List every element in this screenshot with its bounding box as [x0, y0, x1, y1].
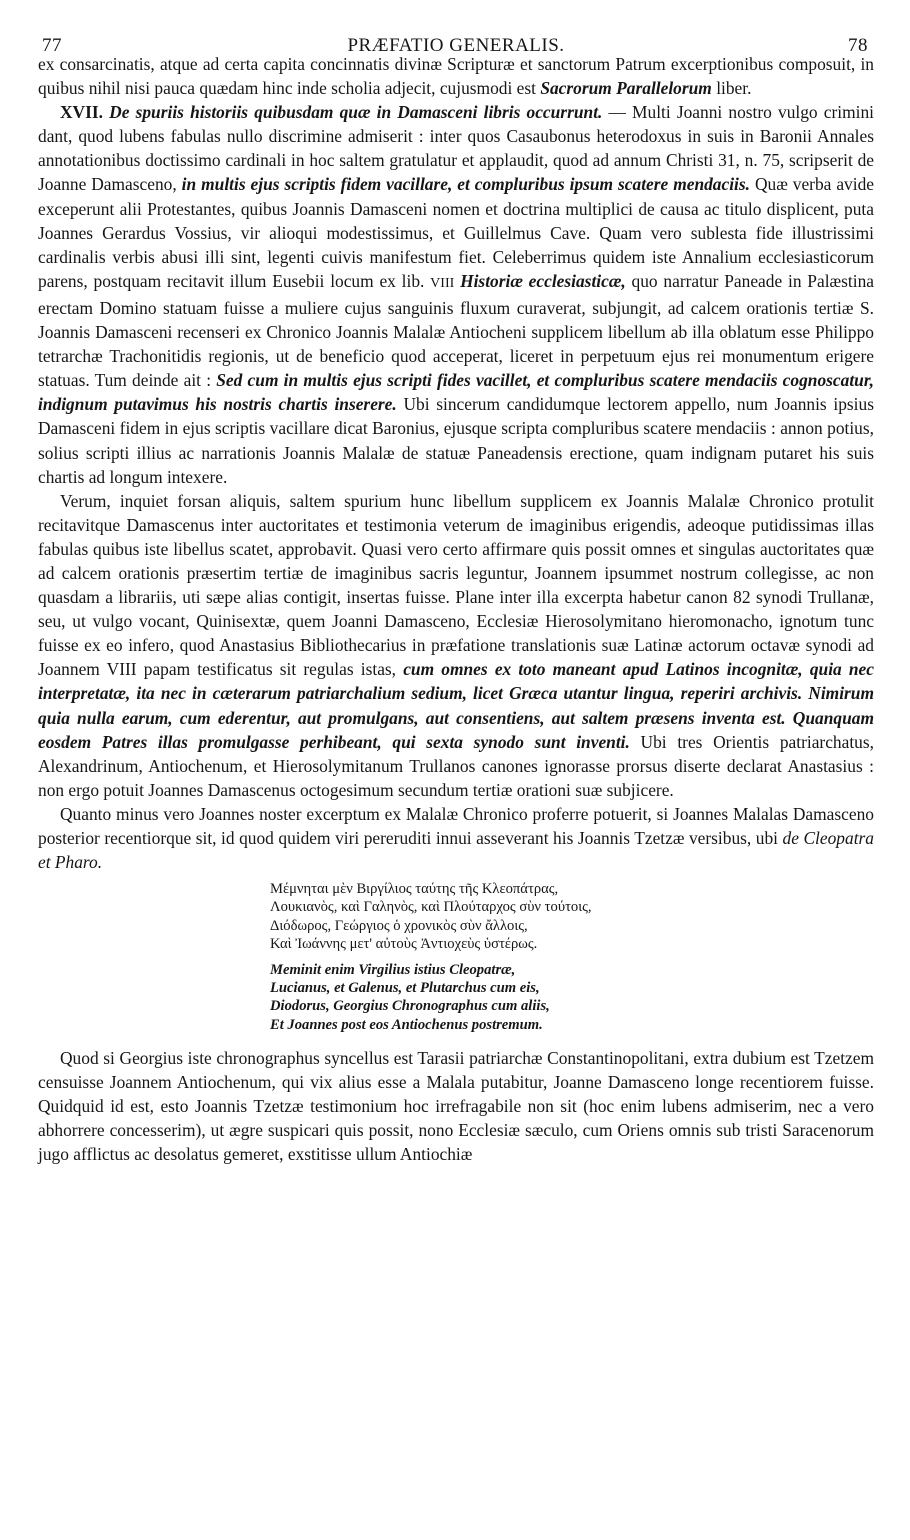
quotation: Sed cum in multis ejus scripti fides vacillet, et compluribus scatere mendaciis cognoscatur, indignum putavimus his nostris chartis inserere.	[38, 370, 874, 415]
verse-line: Διόδωρος, Γεώργιος ὁ χρονικὸς σὺν ἄλλοις,	[270, 917, 528, 934]
quotation: cum omnes ex toto maneant apud Latinos incognitæ, quia nec interpretatæ, ita nec in cæterarum patriarchalium sedium, licet Græca utantur lingua, reperiri archivis. Nimirum quia nulla earum, cum ederentur, aut promulgans, aut consentiens, aut saltem præsens inventa est. Quanquam eosdem Patres illas promulgasse perhibeant, qui sexta synodo sunt inventi.	[38, 659, 874, 752]
quotation: in multis ejus scriptis fidem vacillare, et compluribus ipsum scatere mendaciis.	[181, 174, 751, 195]
text-run: Ubi tres Orientis patriarchatus, Alexandrinum, Antiochenum, et Hierosolymitanum Trullanos canones ignorasse prorsus diserte declarat Anastasius : non ergo potuit Joannes Damascenus octogesimum secundum tertiæ orationi suæ subjicere.	[38, 731, 874, 800]
page-number-right: 78	[848, 35, 868, 56]
work-title: Historiæ ecclesiasticæ,	[460, 270, 626, 291]
text-run: Verum, inquiet forsan aliquis, saltem spurium hunc libellum supplicem ex Joannis Malalæ Chronico protulit recitavitque Damascenus inter auctoritates et testimonia veterum de imaginibus erigendis, adeoque putidissimas illas fabulas quibus iste libellus scatet, approbavit. Quasi vero certo affirmare quis possit omnes et singulas auctoritates quæ ad calcem orationis præsertim tertiæ de imaginibus sacris leguntur, Joannem ipsummet nostrum collegisse, ac non quasdam a librariis, uti sæpe alias contigit, insertas fuisse. Plane inter illa excerpta habetur canon 82 synodi Trullanæ, seu, ut vulgo vocant, Quinisextæ, quem Joanni Damasceno, Ecclesiæ Hierosolymitano hieromonacho, ignotum tunc fuisse ex eo infero, quod Anastasius Bibliothecarius in præfatione translationis suæ Latinæ actorum octavæ synodi ad Joannem VIII papam testificatus sit regulas istas,	[38, 490, 874, 680]
page-header	[38, 34, 874, 60]
quotation: de Cleopatra et Pharo.	[38, 828, 874, 873]
paragraph-verum	[38, 489, 874, 802]
text-run: Quod si Georgius iste chronographus syncellus est Tarasii patriarchæ Constantinopolitani, extra dubium est Tzetzem censuisse Joannem Antiochenum, qui vix alius esse a Malala putabitur, Joanne Damasceno longe recentiorem fuisse. Quidquid id est, esto Joannis Tzetzæ testimonium hoc irrefragabile non sit (hoc enim lubens admiserim, nec a vero abhorrere concesserim), ut ægre suspicari quis possit, nono Ecclesiæ sæculo, cum Oriens omnis sub tristi Saracenorum jugo afflictus ac desolatus gemeret, exstitisse ullum Antiochiæ	[38, 1047, 874, 1165]
verse-line: Et Joannes post eos Antiochenus postremum.	[270, 1016, 543, 1033]
text-run: liber.	[711, 78, 752, 99]
verse-line: Meminit enim Virgilius istius Cleopatræ,	[270, 962, 516, 978]
paragraph-quod-si	[38, 1046, 874, 1166]
body-text	[38, 52, 874, 1166]
verse-line: Lucianus, et Galenus, et Plutarchus cum eis,	[270, 980, 540, 997]
latin-verse	[270, 961, 874, 1034]
text-run: ex consarcinatis, atque ad certa capita concinnatis divinæ Scripturæ et sanctorum Patrum excerptionibus composuit, in quibus nihil nisi pauca quædam hinc inde scholia adjecit, cujusmodi est	[38, 54, 874, 99]
verse-line: Λουκιανὸς, καὶ Γαληνὸς, καὶ Πλούταρχος σὺν τούτοις,	[270, 899, 592, 916]
text-run: Quæ verba avide exceperunt alii Protestantes, quibus Joannis Damasceni nomen et doctrina multiplici de causa ac titulo displicent, puta Joannes Gerardus Vossius, vir alioqui modestissimus, et Guillelmus Cave. Quam vero sublesta fide illustrissimi cardinalis verbis abusi illi sint, legenti cuivis manifestum fiet. Celeberrimus quidem iste Annalium ecclesiasticorum parens, postquam recitavit illum Eusebii locum ex lib.	[38, 174, 874, 291]
section-heading: De spuriis historiis quibusdam quæ in Damasceni libris occurrunt.	[109, 102, 603, 123]
verse-line: Diodorus, Georgius Chronographus cum aliis,	[270, 998, 550, 1015]
book-number: VIII	[430, 275, 455, 291]
greek-verse	[270, 880, 874, 953]
text-run: quo narratur Paneade in Palæstina erectam Domino statuam fuisse a muliere cujus sanguinis fluxum curaverat, subjungit, ad calcem orationis tertiæ S. Joannis Damasceni recenseri ex Chronico Joannis Malalæ Antiocheni supplicem libellum ab illa oblatum esse Philippo tetrarchæ Trachonitidis regionis, ut de beneficio quod acceperat, liceret in perpetuum ejus rei monumentum erigere statuas. Tum deinde ait :	[38, 270, 874, 391]
verse-line: Μέμνηται μὲν Βιργίλιος ταύτης τῆς Κλεοπάτρας,	[270, 881, 559, 898]
text-run: Quanto minus vero Joannes noster excerptum ex Malalæ Chronico proferre potuerit, si Joannes Malalas Damasceno posterior recentiorque sit, id quod quidem viri pereruditi innui asseverant his Joannis Tzetzæ versibus, ubi	[38, 803, 874, 848]
text-run: — Multi Joanni nostro vulgo crimini dant, quod lubens fabulas nullo discrimine admiserit : inter quos Casaubonus heterodoxus in suis in Baronii Annales annotationibus doctissimo cardinali in hoc saltem gratulatur et applaudit, quod ad annum Christi 31, n. 75, scripserit de Joanne Damasceno,	[38, 102, 874, 195]
paragraph-section-xvii	[38, 100, 874, 489]
page-number-left: 77	[42, 35, 62, 56]
paragraph-quanto	[38, 802, 874, 874]
section-number: XVII.	[60, 102, 104, 123]
verse-line: Καὶ Ἰωάννης μετ' αὐτοὺς Ἀντιοχεὺς ὑστέρως.	[270, 935, 538, 952]
text-run: Ubi sincerum candidumque lectorem appello, num Joannis ipsius Damasceni fidem in ejus scriptis vacillare dicat Baronius, ejusque scripta compluribus scatere mendaciis : annon potius, solius scripti illius ac narrationis Joannis Malalæ de statuæ Paneadensis erectione, quam indignam putaret his suis chartis ad longum intexere.	[38, 394, 874, 487]
running-title: PRÆFATIO GENERALIS.	[347, 35, 565, 56]
work-title: Sacrorum Parallelorum	[540, 78, 712, 99]
